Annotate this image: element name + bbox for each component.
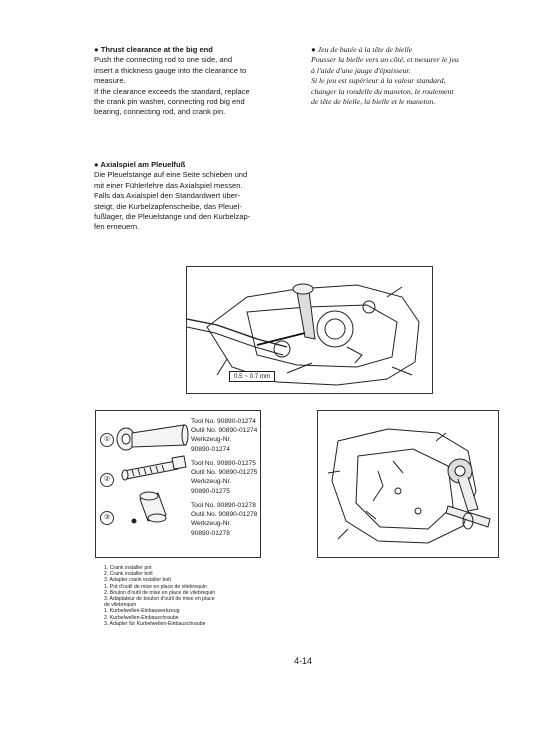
english-heading: ● Thrust clearance at the big end: [94, 45, 213, 54]
german-line: fen erneuern.: [94, 222, 140, 232]
tool-1-line: Outil No. 90890-01274: [191, 427, 258, 435]
german-line: steigt, die Kurbelzapfenscheibe, das Pleuel-: [94, 201, 242, 211]
tool-2-line: Outil No. 90890-01275: [191, 469, 258, 477]
page-number: 4-14: [294, 656, 313, 666]
english-line: insert a thickness gauge into the clearance to: [94, 65, 247, 75]
tool-1-number: ①: [100, 433, 114, 447]
crank-installation-figure: [317, 410, 499, 558]
caption-line: 1. Crank installer pot: [104, 565, 152, 571]
german-line: Falls das Axialspiel den Standardwert über-: [94, 191, 241, 201]
english-line: measure.: [94, 76, 126, 86]
english-line: the crank pin washer, connecting rod big end: [94, 97, 245, 107]
tool-1-line: Werkzeug-Nr.: [191, 436, 232, 444]
english-section: [94, 45, 290, 118]
clearance-dimension-label: 0.5 ~ 0.7 mm: [229, 371, 275, 382]
tool-1-info: [191, 417, 261, 454]
english-line: bearing, connecting rod, and crank pin.: [94, 107, 226, 117]
caption-line: de vilebrequin: [104, 602, 137, 609]
tool-3-line: 90890-01278: [191, 529, 230, 537]
tool-2-line: Tool No. 90890-01275: [191, 460, 256, 467]
tool-1-line: 90890-01274: [191, 445, 230, 453]
caption-line: 3. Adapter für Kurbelwellen-Einbauschraube: [104, 620, 206, 627]
french-line: de tête de bielle, la bielle et le maneton.: [311, 97, 436, 107]
tool-3-info: [191, 501, 261, 538]
caption-line: 2. Kurbelwellen-Einbauschraube: [104, 614, 179, 621]
english-line: Push the connecting rod to one side, and: [94, 55, 233, 65]
tool-3-line: Werkzeug-Nr.: [191, 520, 232, 528]
crankcase-illustration: [187, 267, 432, 393]
tool-2-info: [191, 459, 261, 496]
english-line: If the clearance exceeds the standard, replace: [94, 86, 250, 96]
german-heading: ● Axialspiel am Pleuelfuß: [94, 160, 186, 169]
french-section: [311, 45, 511, 107]
french-line: à l'aide d'une jauge d'épaisseur.: [311, 65, 411, 75]
german-line: mit einer Fühlerlehre das Axialspiel messen.: [94, 180, 243, 190]
crank-installation-illustration: [318, 411, 498, 557]
french-line: Si le jeu est supérieur à la valeur standard,: [311, 76, 446, 86]
tool-3-line: Outil No. 90890-01278: [191, 511, 258, 519]
tool-2-line: 90890-01275: [191, 487, 230, 495]
french-heading: ● Jeu de butée à la tête de bielle: [311, 45, 413, 54]
tool-2-number: ②: [100, 473, 114, 487]
caption-line: 1. Kurbelwellen-Einbauwerkzeug: [104, 608, 180, 615]
german-line: Die Pleuelstange auf eine Seite schieben und: [94, 170, 248, 180]
german-section: [94, 160, 294, 233]
tool-1-line: Tool No. 90890-01274: [191, 418, 256, 425]
caption-line: 2. Boulon d'outil de mise en place de vilebrequin: [104, 589, 216, 596]
french-line: changer la rondelle du maneton, le roulement: [311, 86, 454, 96]
special-tools-figure: [95, 410, 261, 558]
french-line: Pousser la bielle vers un côté, et mesurer le jeu: [311, 55, 459, 65]
caption-line: 2. Crank installer bolt: [104, 571, 153, 578]
tool-legend-caption: [104, 565, 215, 627]
caption-line: 3. Adapter crank installer bolt: [104, 577, 171, 584]
tool-2-line: Werkzeug-Nr.: [191, 478, 232, 486]
tool-3-number: ③: [100, 511, 114, 525]
caption-line: 3. Adaptateur de boulon d'outil de mise en place: [104, 596, 215, 603]
crankcase-feeler-gauge-figure: [186, 266, 433, 394]
tool-3-line: Tool No. 90890-01278: [191, 502, 256, 509]
caption-line: 1. Pot d'outil de mise en place de vilebrequin: [104, 583, 207, 590]
german-line: fußlager, die Pleuelstange und den Kurbelzap-: [94, 212, 251, 222]
